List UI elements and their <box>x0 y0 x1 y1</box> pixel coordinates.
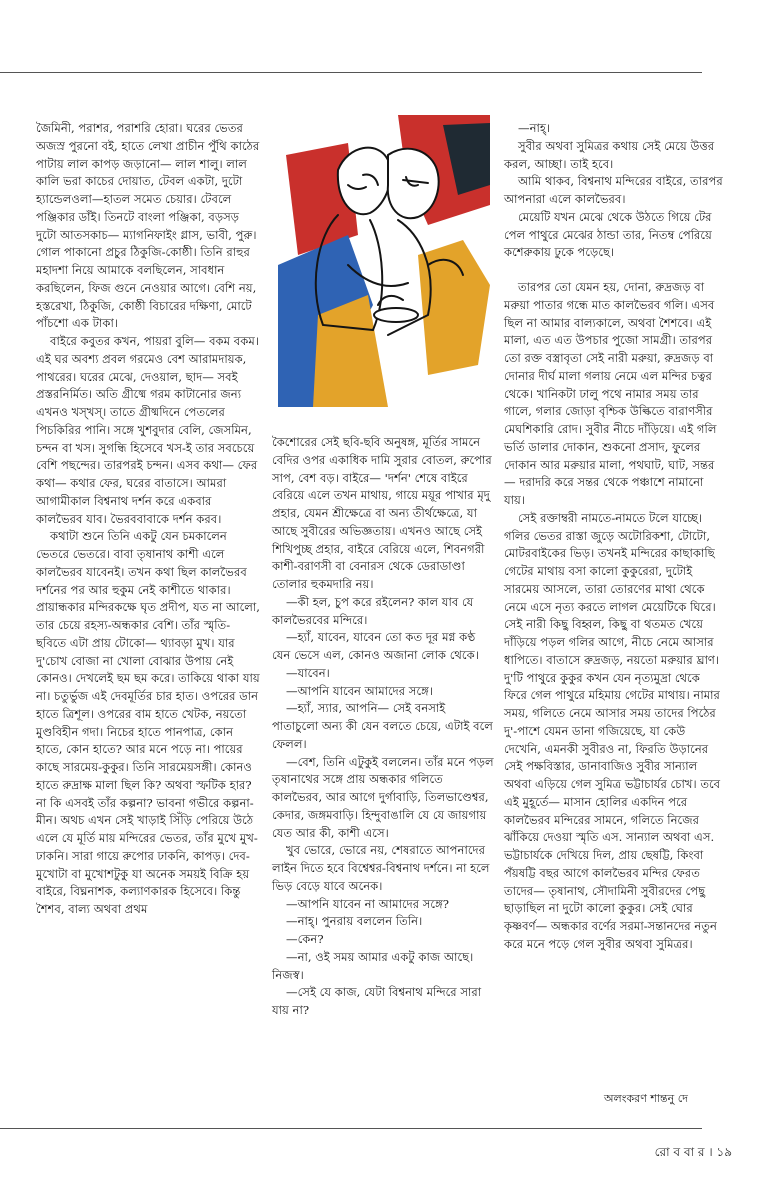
illustration <box>278 115 490 407</box>
paragraph: তারপর তো যেমন হয়, দোনা, রুদ্রজড় বা মরুয়া পাতার গন্ধে মাত কালভৈরব গলি। এসব ছিল না আমার বাল্যকালে, অথবা শৈশবে। এই মালা, এত এত উপচার পুজো সামগ্রী। তারপর তো রক্ত বস্ত্রাবৃতা সেই নারী মরুয়া, রুদ্রজড় বা দোনার দীর্ঘ মালা গলায় নেমে এল মন্দির চত্বর থেকে। খানিকটা ঢালু পথে নামার সময় তার গালে, গলার জোড়া বৃশ্চিক উল্কিতে বারাণসীর মেঘশিকারি রোদ। সুবীর নীচে দাঁড়িয়ে। এই গলি ভর্তি ডালার দোকান, শুকনো প্রসাদ, ফুলের দোকান আর মরুয়ার মালা, পথঘাট, ঘাট, সন্তর— দরাদরি করে সন্তর থেকে পঞ্চাশে নামানো যায়। <box>504 280 717 507</box>
paragraph: কৈশোরের সেই ছবি-ছবি অনুষঙ্গ, মূর্তির সামনে বেদির ওপর একাধিক দামি সুরার বোতল, রুপোর সাপ, বেশ বড়। বাইরে— 'দর্শন' শেষে বাইরে বেরিয়ে এলে তখন মাথায়, গায়ে ময়ূর পাখার মৃদু প্রহার, যেমন শ্রীক্ষেত্রে বা অন্য তীর্থক্ষেত্রে, যা আছে সুবীরের অভিজ্ঞতায়। এখনও আছে সেই শিখিপুচ্ছ প্রহার, বাইরে বেরিয়ে এলে, শিবনগরী কাশী-বরাণসী বা বেনারস থেকে ডেরাডাণ্ডা তোলার হুকমদারি নয়। <box>272 435 492 591</box>
text-column-3 <box>504 120 724 954</box>
paragraph: খুব ভোরে, ভোরে নয়, শেষরাতে আপনাদের লাইন দিতে হবে বিশ্বেশ্বর-বিশ্বনাথ দর্শনে। না হলে ভিড় বেড়ে যাবে অনেক। <box>272 843 490 893</box>
paragraph: —না, ওই সময় আমার একটু কাজ আছে। নিজস্ব। <box>272 949 474 982</box>
paragraph: আমি থাকব, বিশ্বনাথ মন্দিরের বাইরে, তারপর আপনারা এলে কালভৈরব। <box>504 174 723 206</box>
illustration-credit: অলংকরণ শান্তনু দে <box>604 1092 688 1105</box>
paragraph: —কেন? <box>286 932 324 946</box>
paragraph: —হ্যাঁ, স্যার, আপনি— সেই বনসাই পাতাচুলো অন্য কী যেন বলতে চেয়ে, এটাই বলে ফেলল। <box>272 701 493 751</box>
paragraph: সুবীর অথবা সুমিত্রর কথায় সেই মেয়ে উত্তর করল, আচ্ছা। তাই হবে। <box>504 138 715 171</box>
paragraph: —যাবেন। <box>286 665 330 680</box>
paragraph: মেয়েটি যখন মেঝে থেকে উঠতে গিয়ে টের পেল পাথুরে মেঝের ঠান্ডা তার, নিতম্ব পেরিয়ে কশেরুকায় ঢুকে পড়েছে। <box>504 209 712 260</box>
paragraph: কথাটা শুনে তিনি একটু যেন চমকালেন ভেতরে ভেতরে। বাবা তৃষানাথ কাশী এলে কালভৈরব যাবেনই। তখন কথা ছিল কালভৈরব দর্শনের পর আর হুকুম নেই কাশীতে থাকার। প্রায়ান্ধকার মন্দিরকক্ষে ঘৃত প্রদীপ, যত না আলো, তার চেয়ে রহস্য-অন্ধকার বেশি। তাঁর স্মৃতি-ছবিতে এটা প্রায় টোকো— থ্যাবড়া মুখ। যার দু'চোখ বোজা না খোলা বোঝার উপায় নেই কোনও। দেখলেই ছম ছম করে। তাকিয়ে থাকা যায় না। চতুর্ভুজ এই দেবমূর্তির চার হাত। ওপরের ডান হাতে ত্রিশূল। ওপরের বাম হাতে খেটক, নয়তো মুণ্ডবিহীন গদা। নিচের হাতে পানপাত্র, কোন হাতে, কোন হাতে? আর মনে পড়ে না। পায়ের কাছে সারমেয়-কুকুর। তিনি সারমেয়সঙ্গী। কোনও হাতে রুদ্রাক্ষ মালা ছিল কি? অথবা স্ফটিক হার? না কি এসবই তাঁর কল্পনা? ভাবনা গভীরে কল্পনা-মীন। অথচ এখন সেই খাড়াই সিঁড়ি পেরিয়ে উঠে এলে যে মূর্তি মায় মন্দিরের ভেতর, তাঁর মুখে মুখ-ঢাকনি। সারা গায়ে রুপোর ঢাকনি, কাপড়। দেব-মুখোটা বা মুখোশটুকু যা অনেক সময়ই বিক্রি হয় বাইরে, বিঘ্ননাশক, কল্যাণকারক হিসেবে। কিন্তু শৈশব, বাল্য অথবা প্রথম <box>36 529 260 916</box>
paragraph: —কী হল, চুপ করে রইলেন? কাল যাব যে কালভৈরবের মন্দিরে। <box>272 594 474 627</box>
bottom-rule <box>0 1128 702 1129</box>
top-rule <box>0 72 702 73</box>
paragraph: সেই রক্তাম্বরী নামতে-নামতে টলে যাচ্ছে। গলির ভেতর রাস্তা জুড়ে অটোরিকশা, টোটো, মোটরবাইকের ভিড়। তখনই মন্দিরের কাছাকাছি গেটের মাথায় বসা কালো কুকুরেরা, দুটোই সারমেয় আসলে, তারা তোরণের মাথা থেকে নেমে এসে নৃত্য করতে লাগল মেয়েটিকে ঘিরে। সেই নারী কিছু বিহ্বল, কিছু বা থতমত খেয়ে দাঁড়িয়ে পড়ল গলির আগে, নীচে নেমে আসার ধাপিতে। বাতাসে রুদ্রজড়, নয়তো মরুয়ার ঘ্রাণ। দু'টি পাথুরে কুকুর কখন যেন নৃত্যমুদ্রা থেকে ফিরে গেল পাথুরে মহিমায় গেটের মাথায়। নামার সময়, গলিতে নেমে আসার সময় তাদের পিঠের দু'-পাশে যেমন ডানা গজিয়েছে, যা কেউ দেখেনি, এমনকী সুবীরও না, ফিরতি উড়ানের সেই পক্ষবিস্তার, ডানাবাজিও সুবীর সান্যাল অথবা এড়িয়ে গেল সুমিত্র ভট্টাচার্যর চোখ। তবে এই মুহূর্তে— মাসান হোলির একদিন পরে কালভৈরব মন্দিরের সামনে, গলিতে নিজের ঝাঁকিয়ে দেওয়া স্মৃতি এস. সান্যাল অথবা এস. ভট্টাচার্যকে দেখিয়ে দিল, প্রায় ছেষট্টি, কিংবা পঁয়ষট্টি বছর আগে কালভৈরব মন্দির ফেরত তাদের— তৃষানাথ, সৌদামিনী সুবীরদের পেছু ছাড়াছিল না দুটো কালো কুকুর। সেই ঘোর কৃষ্ণবর্ণ— অন্ধকার বর্ণের সরমা-সন্তানদের নতুন করে মনে পড়ে গেল সুবীর অথবা সুমিত্রর। <box>504 510 721 951</box>
paragraph: বাইরে কবুতর কখন, পায়রা বুলি— বকম বকম। এই ঘর অবশ্য প্রবল গরমেও বেশ আরামদায়ক, পাথরের। ঘরের মেঝে, দেওয়াল, ছাদ— সবই প্রস্তরনির্মিত। অতি গ্রীষ্মে গরম কাটানোর জন্য এখনও খস্‌খস্‌। তাতে গ্রীষ্মদিনে পেতলের পিচকিরির পানি। সঙ্গে খুশবুদার বেলি, জেসমিন, চন্দন বা খস। সুগন্ধি হিসেবে খস-ই তার সবচেয়ে বেশি পছন্দের। তারপরই চন্দন। এসব কথা— ফের কথা— কথার ফের, ঘরের বাতাসে। আমরা আগামীকাল বিশ্বনাথ দর্শন করে একবার কালভৈরব যাব। ভৈরববাবাকে দর্শন করব। <box>36 334 259 526</box>
paragraph: জৈমিনী, পরাশর, পরাশরি হোরা। ঘরের ভেতর অজস্র পুরনো বই, হাতে লেখা প্রাচীন পুঁথি কাঠের পাটায় লাল কাপড় জড়ানো— লাল শালু। লাল কালি ভরা কাচের দোয়াত, টেবল একটা, দুটো হ্যান্ডেলওলা—হাতল সমেত চেয়ার। টেবলে পঞ্জিকার ডাঁই। তিনটে বাংলা পঞ্জিকা, বড়সড় দুটো আতসকাচ— ম্যাগনিফাইং গ্লাস, ভাবী, পুরু। গোল পাকানো প্রচুর ঠিকুজি-কোষ্ঠী। তিনি রাহুর মহাদশা নিয়ে আমাকে বলছিলেন, সাবধান করছিলেন, ফিজ গুনে নেওয়ার আগে। বেশি নয়, হস্তরেখা, ঠিকুজি, কোষ্ঠী বিচারের দক্ষিণা, মোটে পাঁচশো এক টাকা। <box>36 121 260 331</box>
text-column-2 <box>272 434 494 1020</box>
paragraph: —নাহ্‌। পুনরায় বললেন তিনি। <box>286 914 423 929</box>
paragraph: —হ্যাঁ, যাবেন, যাবেন তো কত দূর মগ্ন কণ্ঠ যেন ভেসে এল, কোনও অজানা লোক থেকে। <box>272 630 479 662</box>
paragraph: —আপনি যাবেন না আমাদের সঙ্গে? <box>286 896 449 911</box>
paragraph: —সেই যে কাজ, যেটা বিশ্বনাথ মন্দিরে সারা যায় না? <box>272 985 482 1017</box>
paragraph: —নাহ্‌। <box>518 121 551 135</box>
paragraph: —বেশ, তিনি এটুকুই বললেন। তাঁর মনে পড়ল তৃষানাথের সঙ্গে প্রায় অন্ধকার গলিতে কালভৈরব, আর আগে দুর্গাবাড়ি, তিলভাণ্ডেশ্বর, কেদার, জঙ্গমবাড়ি। হিন্দুবাঙালি যে যে জায়গায় যেত আর কী, কাশী এসে। <box>272 754 494 840</box>
text-column-1 <box>36 120 260 919</box>
paragraph: —আপনি যাবেন আমাদের সঙ্গে। <box>286 683 433 698</box>
page-footer: রো ব বা র । ১৯ <box>654 1145 732 1159</box>
